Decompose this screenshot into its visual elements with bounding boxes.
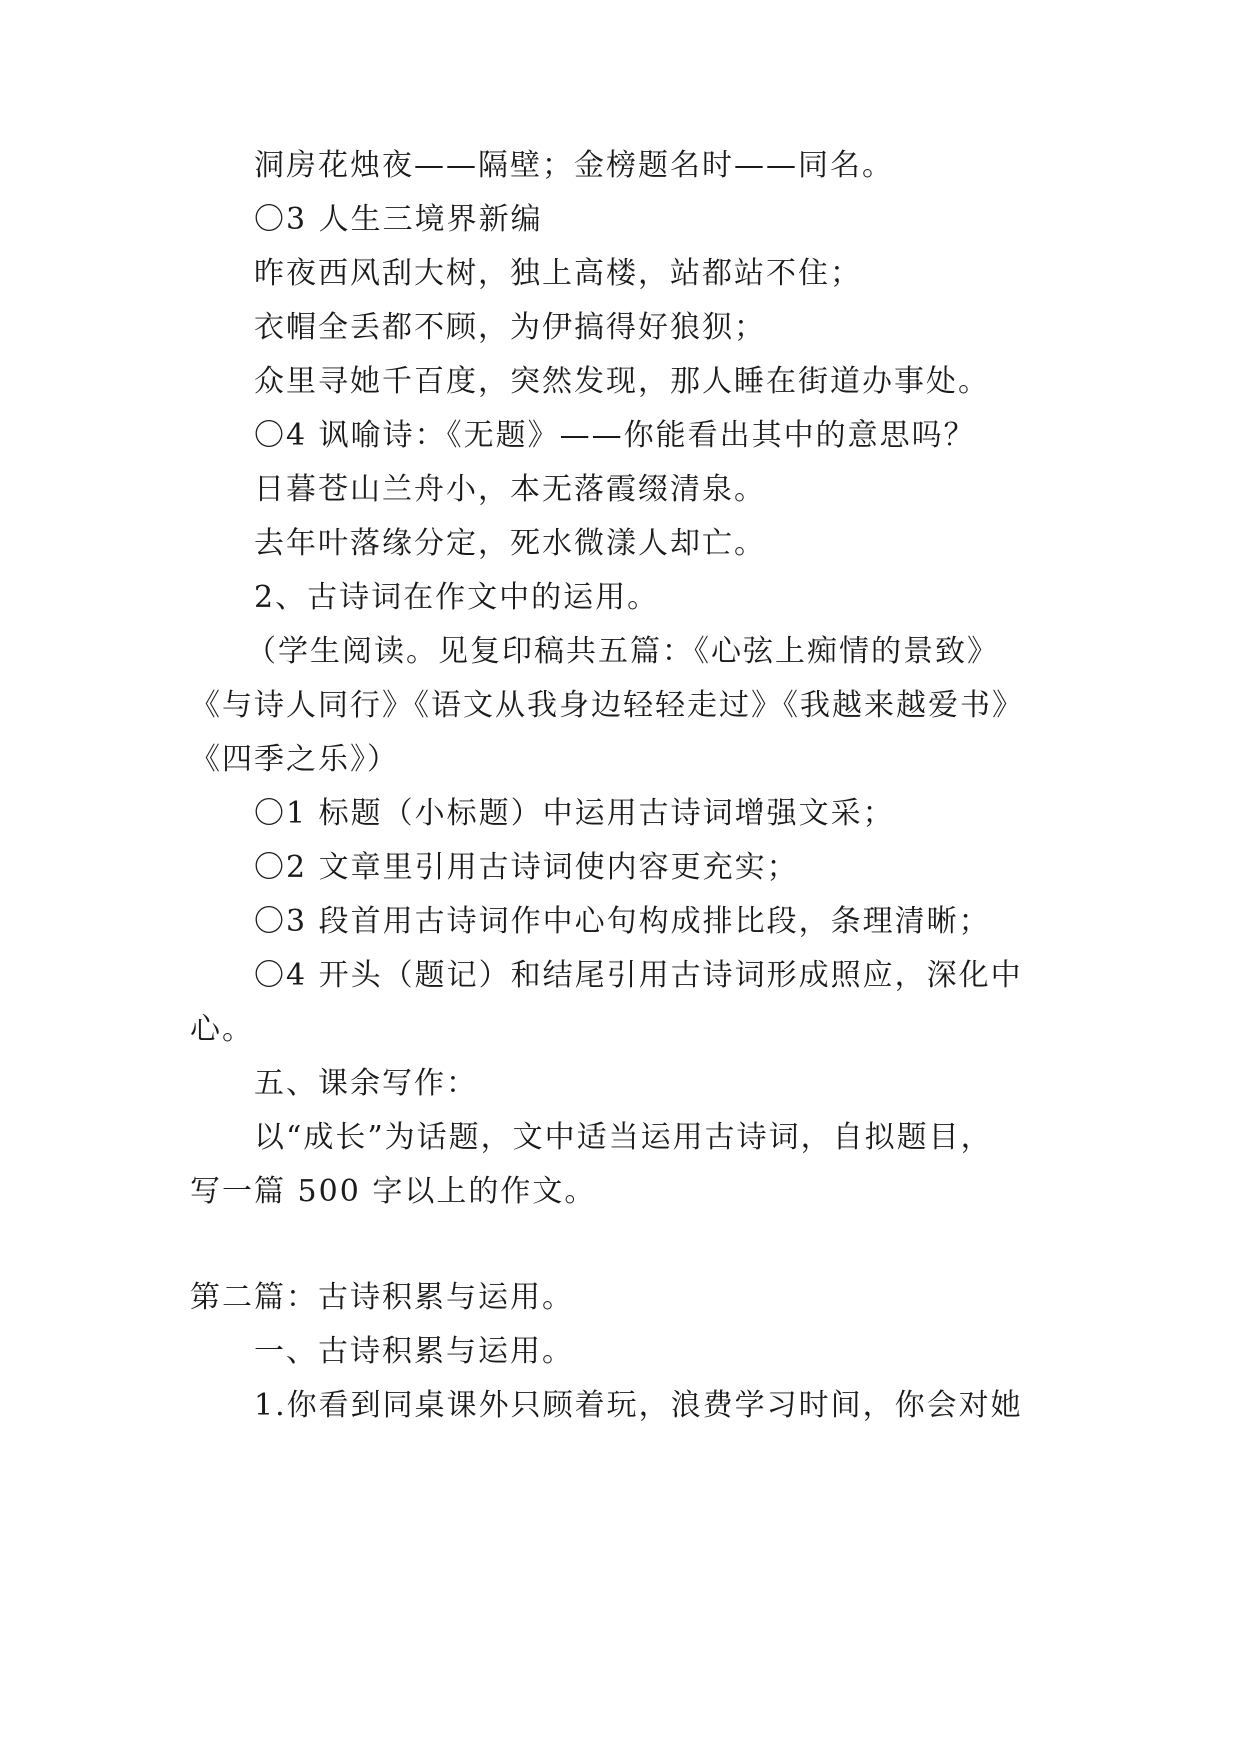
section-heading: 五、课余写作： [254, 1066, 478, 1101]
text-line: 去年叶落缘分定，死水微漾人却亡。 [254, 526, 766, 561]
text-line: 〇4 开头（题记）和结尾引用古诗词形成照应，深化中 [254, 958, 1023, 993]
text-line: 《与诗人同行》《语文从我身边轻轻走过》《我越来越爱书》 [190, 688, 1024, 723]
text-line: 众里寻她千百度，突然发现，那人睡在街道办事处。 [254, 364, 990, 399]
text-line: 昨夜西风刮大树，独上高楼，站都站不住； [254, 256, 862, 291]
text-line: 以“成长”为话题，文中适当运用古诗词，自拟题目， [254, 1120, 993, 1155]
text-line: 日暮苍山兰舟小，本无落霞缀清泉。 [254, 472, 766, 507]
text-line: 2、古诗词在作文中的运用。 [254, 580, 660, 615]
text-line: 写一篇 500 字以上的作文。 [190, 1174, 597, 1209]
text-line: 《四季之乐》） [190, 742, 399, 777]
section-heading: 一、古诗积累与运用。 [254, 1334, 574, 1369]
text-line: 心。 [190, 1012, 254, 1047]
text-line: 洞房花烛夜——隔壁；金榜题名时——同名。 [254, 148, 894, 183]
text-line: 衣帽全丢都不顾，为伊搞得好狼狈； [254, 310, 766, 345]
text-line: 〇3 人生三境界新编 [254, 202, 543, 237]
text-line: 〇4 讽喻诗：《无题》——你能看出其中的意思吗？ [254, 418, 976, 453]
text-line: 1.你看到同桌课外只顾着玩，浪费学习时间，你会对她 [254, 1388, 1023, 1423]
text-line: 〇3 段首用古诗词作中心句构成排比段，条理清晰； [254, 904, 991, 939]
chapter-heading: 第二篇：古诗积累与运用。 [190, 1280, 574, 1315]
text-line: （学生阅读。见复印稿共五篇：《心弦上痴情的景致》 [246, 634, 999, 669]
text-line: 〇2 文章里引用古诗词使内容更充实； [254, 850, 799, 885]
text-line: 〇1 标题（小标题）中运用古诗词增强文采； [254, 796, 895, 831]
